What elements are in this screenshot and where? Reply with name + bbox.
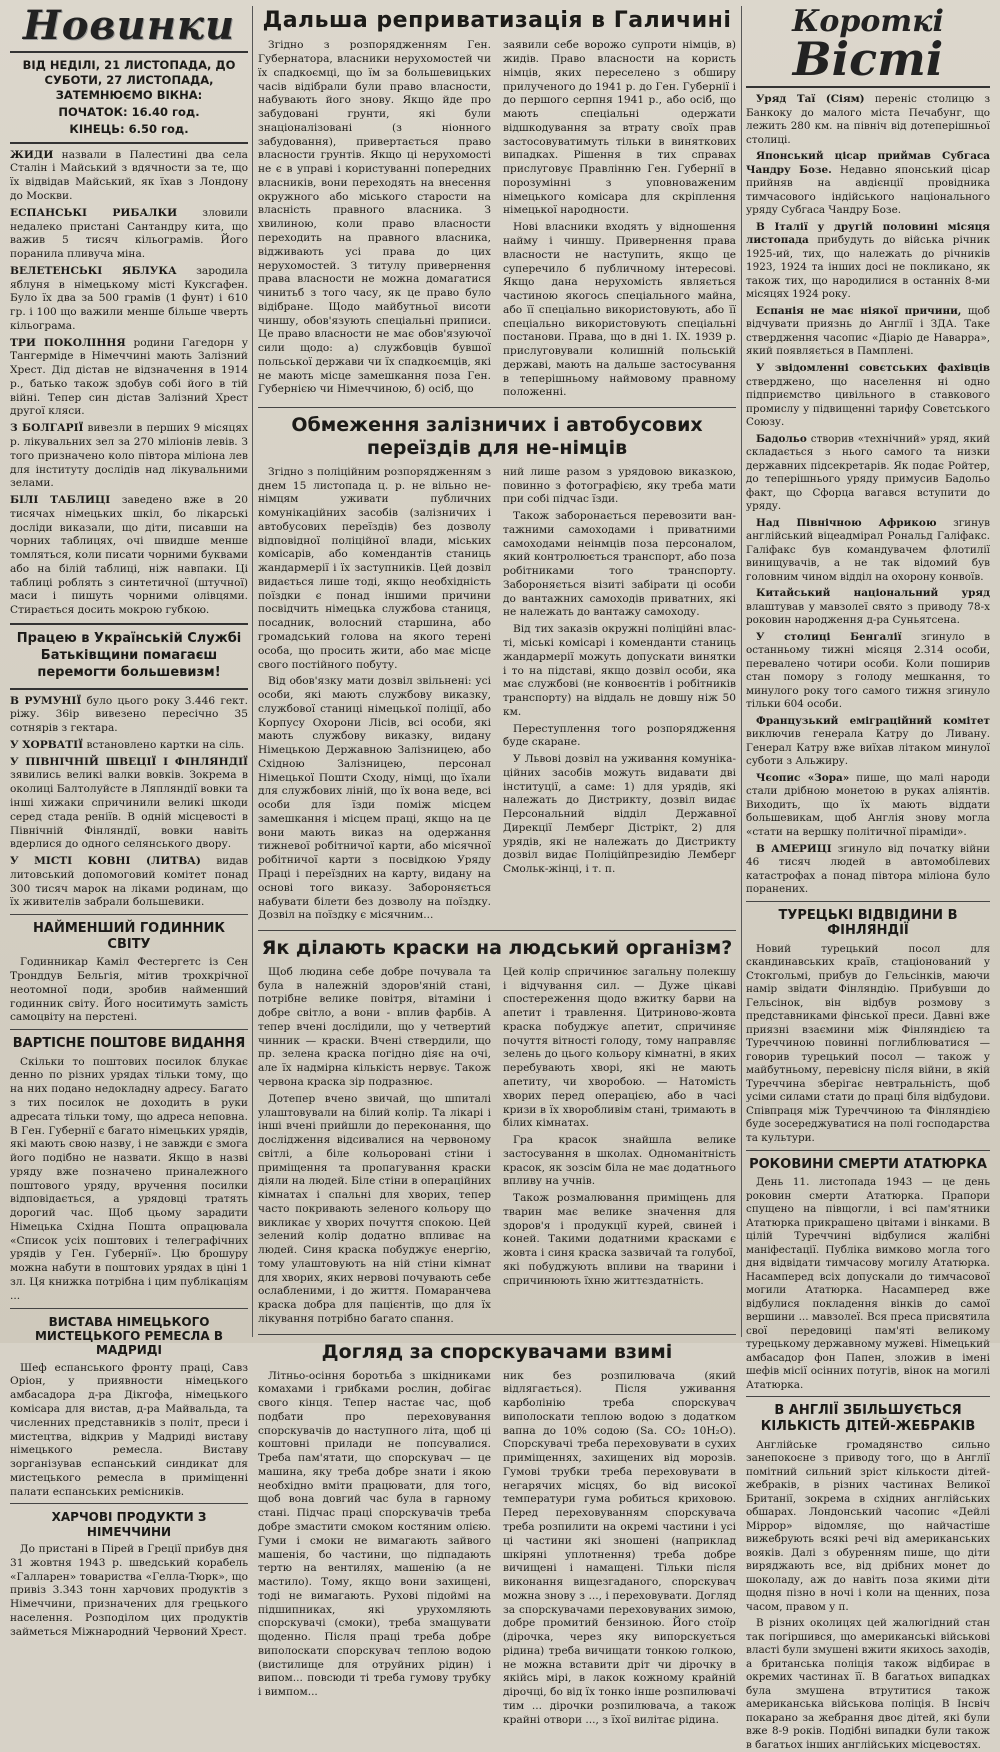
divider — [258, 930, 736, 931]
article-paragraph: Гра красок знайшла велике застосування в школах. Одноманітність красок, як зозсім біла не має додатнього впливу на учнів. — [503, 1134, 736, 1188]
middle-column — [258, 6, 736, 1726]
reprivatization-headline: Дальша реприватизація в Галичині — [262, 8, 732, 33]
article-paragraph: Цей колір спричинює загальну полекшу і відчування сил. — Дуже цікаві спостереження щодо вжитку барви на апетит і травлення. Цитриново-жовта краска побуджує апетит, спричиняє почуття вітності голоду, тому направляє зелень до цього кольору кімнатні, в яких перебувають хворі, які не мають апетиту, чи хворобою. — Натомість хворих перед операцією, або в часі кризи в їх хворобливім стані, тримають в білих кімнатах. — [503, 965, 736, 1130]
masthead-korotki: Короткі — [792, 4, 944, 39]
news-item: Японський цісар приймав Субгаса Чандру Бозе. Недавно японський цісар прийняв на авдієнції провідника тимчасового індійського національного уряду Субгаса Чандру Бозе. — [746, 150, 990, 217]
news-item: Еспанія не має ніякої причини, щоб відчувати приязнь до Англії і ЗДА. Таке ствердження часопис «Діаріо де Наварра», який появляється в Памплені. — [746, 304, 990, 358]
sprayers-article — [258, 1370, 736, 1731]
news-item: В РУМУНІЇ було цього року 3.446 гект. ріжу. 36ір вивезено пересічно 35 сотнярів з гектара. — [10, 694, 248, 735]
article-paragraph: Переступлення того розпорядження буде скаране. — [503, 722, 736, 749]
divider — [258, 407, 736, 408]
divider — [10, 51, 248, 53]
divider — [10, 914, 248, 915]
divider — [10, 142, 248, 144]
reprivatization-article — [258, 39, 736, 403]
news-item: У ХОРВАТІЇ встановлено картки на сіль. — [10, 738, 245, 751]
divider — [746, 86, 990, 88]
news-item: З БОЛГАРІЇ вивезли в перших 9 місяцях р. лікувальних зел за 270 міліонів левів. З того призначено коло півтора міліона лев для інституту дослідів над лікувальними зелами. — [10, 422, 248, 490]
article-paragraph: Від обов'язку мати дозвіл звільнені: усі особи, які мають службову виказку, службової станиці німецької поліції, або Корпусу Охорони Лісів, всі особи, які мають службову виказку, видану Німецькою Державною Залізницею, або Східною Залізницею, персонал Німецької Пошти Сходу, німці, що їхали для службових ліній, що їх вона веде, всі особи для їзди поміж місцем замешкання і місцем праці, якщо на це вони мають виказ на одержання тижневої робітничої карти, або місячної робітничої карти з посвідкою Уряду Праці і переїздних на карту, видану на основі того виказу. Забороняється набувати білети без дозволу на поїздку. Дозвіл на поїздку є місячним... — [258, 675, 491, 922]
column-divider — [741, 6, 742, 1337]
ataturk-article: День 11. листопада 1943 — це день роковин смерти Ататюрка. Прапори спущено на півщогли, і всі пам'ятники Ататюрка прикрашено цвітами і вінками. В цілій Туреччині відбулися жалібні маніфестації. Публіка вимково могла того дня відвідати тимчасову могилу Ататюрка. Насамперед всіх допускали до тимчасової могили Ататюрка. Насамперед вже відбулися покладення вінків до самої вершини ... мавзолеї. Вся преса присвятила свої передовиці пам'яті великому турецькому державному мужеві. Німецький амбасадор фон Папен, зложив в імені шефів місії осінних потугів, вінок на могилі Ататюрка. — [746, 1176, 990, 1391]
news-item: Чєопис «Зора» пише, що малі народи стали дрібною монетою в руках аліянтів. Виходить, що їх мають віддати большевикам, щоб Англія знову могла «стати на вершку політичної піраміди». — [746, 771, 990, 838]
divider — [10, 1503, 248, 1504]
news-item: В АМЕРИЦІ згинуло від початку війни 46 тисяч людей в автомобілевих катастрофах а понад півтора міліона було поранених. — [746, 842, 990, 896]
colors-headline: Як ділають краски на людський організм? — [261, 937, 733, 960]
masthead-visti: Вісті — [792, 31, 944, 86]
news-item: Уряд Таї (Сіям) переніс столицю з Банкоку до малого міста Печабунг, що лежить 280 км. на північ від дотеперішньої столиці. — [746, 93, 990, 146]
turkish-visit-article: Новий турецький посол для скандинавських країв, стаціонований у Стокгольмі, прибув до Гельсінків, маючи намір звідати Фінляндію. Прибувши до Гельсінок, він відбув розмову з представниками фінської преси. Давні вже приязні взаємини між Фінляндією та Туреччиною повинні поглиблюватися — говорив турецький посол — також у майбутньому, перевісну після війни, в якій Туреччина зберігає невтральність, щоб усіми силами стати до праці біля відбудови. Співпраця між Туреччиною та Фінляндією буде зосереджуватися на полі господарства та культури. — [746, 942, 990, 1144]
article-paragraph: Літньо-осіння боротьба з шкідниками комахами і грибками рослин, добігає свого кінця. Тепер настає час, щоб подбати про переховування спорскувачів до наступного літа, щоб ці коштовні прилади не попсувалися. Треба пам'ятати, що спорскувач — це машина, яку треба добре знати і якою необхідно вміти працювати, для того, щоб вона довгий час була в гарному стані. Підчас праці спорскувачів треба добре змастити смоком костяним олією. Гуми і смоки не вимагають зайвого машенія, бо частини, що підпадають тертю на вентилях, машенію (а не мастило). Тому, якщо вони захищені, тоді не вимагають. Рухові підоймі на підшипниках, які урухомляють спорскувачі (смоки), треба змащувати щоденно. Після праці треба добре виполоскати спорскувач теплою водою (вистилище для отруйних рідин) і випом... повсюди ті треба гумову трубку і вимпом... — [258, 1369, 491, 1699]
blackout-end: КІНЕЦЬ: 6.50 год. — [69, 121, 189, 136]
divider — [746, 1396, 990, 1397]
article-paragraph: заявили себе ворожо супроти німців, в) жидів. Право власности на користь німців, яких переселено з обширу прилученого до 1941 р. до Ген. Губернії і до першого серпня 1941 р., або осіб, що мають спеціальні одержати відшкодування за втрату своїх прав застосовуватимуть тільки в виняткових випадках. Рішення в тих справах прислуговує Правлінню Ген. Губернії в порозумінні з уповноваженим німецького комісара для скріплення німецької народности. — [503, 39, 736, 217]
watch-headline: НАЙМЕНШИЙ ГОДИННИК СВІТУ — [33, 921, 225, 952]
divider — [10, 1308, 248, 1309]
divider — [258, 1334, 736, 1335]
article-paragraph: Нові власники входять у відношення найму і чиншу. Привернення права власности не наступить, якщо це суперечило б публичному інтересові. Якщо дана нерухомість являється частиною якогось спеціального майна, або її спеціально використовують, або її спеціально використовують спеціальні постанови. Права, що в дні 1. IX. 1939 р. прислуговували колишній польській державі, мають на дальше застосування в теперішньому наймовому правному положенні. — [503, 221, 736, 399]
divider — [746, 901, 990, 902]
news-item: ТРИ ПОКОЛІННЯ родини Гагедорн у Тангерміде в Німеччині мають Залізний Хрест. Дід дістав не відзначення в 1914 р., батько також здобув собі його в тій війні. Тепер син дістав Залізний Хрест другої кляси. — [10, 336, 248, 418]
article-paragraph: Також розмалювання приміщень для тварин має велике значення для здоров'я і продукції курей, свиней і коней. Такими додатними красками є жовта і синя краска зазвичай та голубої, які побуджують впливи на тварини і спричинюють їхню життєздатність. — [503, 1192, 736, 1287]
news-item: ЕСПАНСЬКІ РИБАЛКИ зловили недалеко пристані Сантандру кита, що важив 5 тисяч кільограмів. Його поранила пливуча міна. — [10, 206, 248, 261]
blackout-text: ВІД НЕДІЛІ, 21 ЛИСТОПАДА, ДО СУБОТИ, 27 ЛИСТОПАДА, ЗАТЕМНЮЄМО ВІКНА: — [22, 58, 236, 102]
news-item: БІЛІ ТАБЛИЦІ заведено вже в 20 тисячах німецьких шкіл, бо лікарські досліди виказали, що діти, писавши на чорних таблицях, очі швидше менше томляться, коли писати чорними буквами або на білій таблиці, ніж навпаки. Ці таблиці роблять з синтетичної (штучної) маси і пишуть чорними олівцями. Стирається досить мокрою губкою. — [10, 494, 248, 617]
news-item: Над Північною Африкою згинув англійський віцеадмірал Рональд Галіфакс. Галіфакс був командувачем флотилії винищувачів, а не так відомий був головним чином відділ на охорону конвоїв. — [746, 516, 990, 583]
news-item: В Італії у другій половині місяця листопада прибудуть до війська річник 1925-ий, тих, що належать до річників 1923, 1924 та інших досі не покликано, як також тих, що народилися в останніх 8-ми місяцях 1924 року. — [746, 220, 990, 301]
sprayers-headline: Догляд за спорскувачами взимі — [321, 1340, 673, 1363]
news-item: Китайський національний уряд влаштував у мавзолеї свято з приводу 78-х роковин народження д-ра Суньятсена. — [746, 587, 990, 627]
article-paragraph: Від тих заказів окружні поліційні власті, міські комісарі і коменданти станиць жандармерії можуть допускати винятки і то на підставі, якщо дозвіл особи, яка має службові (не конвоєнтів і робітників транспорту) на віддаль не довшу ніж 50 км. — [503, 623, 736, 718]
article-paragraph: Згідно з розпорядженням Ген. Губернатора, власники нерухомостей чи їх спадкоємці, що їм за большевицьких часів відібрали були право власности, набувають його знову. Якщо йде про забудовані грунти, які були знаціоналізовані (з ніонного забудовання), привертається право власности грунтів. Якщо ці нерухомості не є в управі і користуванні попередних власників, вони переходять на внесення окружного або міського старости на власність правного власника. З хвилиною, коли право власности переходить на правного власника, відживають усі права до цих нерухомостей. З титулу привернення права власности не можна домагатися чинитьб з того часу, як це право було відібране. Щодо майбутньої висоти чиншу, обов'язують спеціальні приписи. Це право власности не має обов'язуючої сили щодо: а) службовців бувшої польської держави чи їх спадкоємців, які не мають місце замешкання поза Ген. Губернією чи Німеччиною, б) осіб, що — [258, 39, 491, 396]
news-item: ВЕЛЕТЕНСЬКІ ЯБЛУКА зародила яблуня в німецькому місті Куксгафен. Було їх два за 500 грамів (1 фунт) і 610 гр. і 100 що важили менше більше чверть кільограма. — [10, 264, 248, 332]
post-article: Скільки то поштових посилок блукає денно по різних урядах тільки тому, що на них подано недокладну адресу. Багато з тих посилок не доходить в руки адресата тільки тому, що адреса неповна. В Ген. Губернії є багато німецьких урядів, які мають свою назву, і не завжди є змога його подібно не назвати. Якщо в назві уряду вже позначено приналежного поштового уряду, вручення посилки відповідається, а урядовці тратять дорогий час. Щоб цьому зарадити Німецька Східна Пошта опрацювала «Список усіх поштових і телеграфічних урядів у Ген. Губернії». Цю брошуру можна набути в поштових урядах в ціні 1 зл. Ця книжка потрібна і цим публікаціям ... — [10, 1055, 249, 1302]
article-paragraph: ник без розпилювача (який відлягається). Після уживання карболінію треба спорскувач виполоскати теплою водою з додатком вапна до 10% содою (Sa. CO₂ 10H₂O). Спорскувачі треба переховувати в сухих приміщеннях, захищених від морозів. Гумові трубки треба переховувати в негарячих місцях, бо від високої температури гума робиться криховою. Перед переховуванням спорскувача треба розпилити на окремі частини і усі ці частини які зношені (наприклад шкіряні уплотнення) треба добре вичищені і намащені. Тільки після виконання вищезгаданого, спорскувач можна знову з ..., і переховувати. Догляд за спорскувачами переховуваних зимою, добре промитий бензиною. Його стоїр (дірочка, через яку випорскується рідина) треба вичищати тонкою голкою, не можна вставити дріт чи дірочку в якійсь мірі, в лакок кожному крайній дірочці, бо від їх тонко інше розпилювачі тим ... дірочки розпилювача, а також крайні отвори ..., з їхої вилітає рідина. — [503, 1369, 736, 1726]
article-paragraph: Згідно з поліційним розпорядженням з днем 15 листопада ц. р. не вільно не-німцям уживати публичних комунікаційних засобів (залізничих і автобусових переїздів) без дозволу відповідної поліційної влади, міських комісарів, або комендантів станиць жандармерії і їх заступників. Цей дозвіл видається лише тоді, якщо необхідність поїздки є понад іншими причини посвідчить німецька службова станиця, посадник, волосний старшина, або громадський голова на якого терені особа, що просить жити, або має місце свого постійного побуту. — [258, 465, 491, 671]
news-item: У МІСТІ КОВНІ (ЛИТВА) видав литовський допомоговий комітет понад 300 тисяч марок на ліками родинам, що їх живителів забрали большевики. — [10, 855, 249, 909]
divider — [10, 1029, 248, 1030]
news-item: У ПІВНІЧНІЙ ШВЕЦІЇ І ФІНЛЯНДІЇ зявились великі валки вовків. Зокрема в околиці Балтолуйсте в Ляпляндії вовки та інші хижаки спричинили великі шкоди серед стада реніїв. В одній місцевості в Північній Фінляндії, вовки навіть вдерлися до одного селянського двору. — [10, 755, 248, 851]
news-item: У звідомленні совєтських фахівців стверджено, що населення ні одно підприємство цивільного в ставкового промислу у підвищенні тарифу Совєтського Союзу. — [746, 361, 990, 429]
right-column — [746, 4, 991, 1751]
divider — [746, 1150, 990, 1151]
slogan: Працею в Українській Службі Батьківщини помагаєш перемогти большевизм! — [16, 630, 242, 680]
article-paragraph: ний лише разом з урядовою виказкою, повинно з фотографією, яку треба мати при собі підчас їзди. — [503, 465, 736, 506]
exhibition-article: Шеф еспанського фронту праці, Савз Оріон, у приявности німецького амбасадора д-ра Дікгофа, німецького комісара для вистав, д-ра Майвальда, та численних представників з політ, преси і мистецтва, відкрив у Мадриді виставу німецького ремесла. Виставу зорганізував еспанський синдикат для мистецького ремесла в приміщенні палати еспанських ремісників. — [10, 1361, 248, 1498]
news-item: У столиці Бенгалії згинуло в останньому тижні місяця 2.314 особи, перевалено чотири особи. Коли поширив стан помору з голоду мешкання, то минулого року того самого тижня згинуло тільки 604 особи. — [746, 630, 990, 711]
food-headline: ХАРЧОВІ ПРОДУКТИ З НІМЕЧЧИНИ — [51, 1510, 207, 1539]
left-column — [10, 2, 249, 1638]
article-paragraph: Щоб людина себе добре почувала та була в належній здоров'яній стані, потрібне велике повітря, вітаміни і добре світло, а вони - вплив фарбів. А тепер вчені дослідили, що у четвертий чинник — краски. Вчені ствердили, що пр. зелена краска погідно діяє на очі, але їх надмірна кількість нервує. Також червона краска зір подразнює. — [258, 965, 491, 1088]
news-item: Французький еміграційний комітет виключив генерала Катру до Ливану. Генерал Катру вже виїхав літаком минулої суботи з Альжиру. — [746, 714, 990, 768]
post-headline: ВАРТІСНЕ ПОШТОВЕ ВИДАННЯ — [12, 1036, 246, 1052]
divider — [10, 623, 248, 625]
masthead-novynky: Новинки — [22, 2, 236, 49]
watch-article: Годинникар Каміл Фестергетс із Сен Тронддув Бельгія, мітив трохкрічної неотомної поди, зробив найменший годинник світу. Його носитимуть замість самоцвіту на перстені. — [10, 956, 248, 1024]
beggar-children-headline: В АНГЛІЇ ЗБІЛЬШУЄТЬСЯ КІЛЬКІСТЬ ДІТЕЙ-ЖЕБРАКІВ — [760, 1403, 976, 1434]
ataturk-headline: РОКОВИНИ СМЕРТИ АТАТЮРКА — [749, 1156, 987, 1172]
travel-limits-article — [258, 466, 736, 926]
divider — [10, 688, 248, 690]
exhibition-headline: ВИСТАВА НІМЕЦЬКОГО МИСТЕЦЬКОГО РЕМЕСЛА В МАДРИДІ — [34, 1314, 223, 1358]
beggar-children-article: В різних околицях цей жалюгідний стан так погіршився, що американські військові власті були змушені вжити якихось заходів, а британська поліція також відбирає в окремих частинах її. В багатьох випадках була змушена втрутитися також американська військова поліція. В Інсвіч покарано за жебрання двоє дітей, які були вже 8-9 років. Подібні випадки були також в багатьох інших англійських місцевостях. — [746, 1617, 990, 1751]
news-item: Бадольо створив «технічний» уряд, який складається з нього самого та низки державних підсекретарів. Як подає Ройтер, до теперішнього уряду примусив Бадольо факт, що Сфорца вагався вступити до уряду. — [746, 432, 991, 513]
article-paragraph: Також заборонається перевозити вантажними самоходами і приватними самоходами неінмців поза персоналом, який контролюється транспорт, або поза робітниками того транспорту. Забороняється візиті забірати ці особи до вантажних самоходів приватних, які не належать до вантажу самоходу. — [503, 510, 736, 619]
colors-article — [258, 966, 736, 1330]
food-article: До пристані в Пірей в Греції прибув дня 31 жовтня 1943 р. шведський корабель «Галларен» товариства «Гелла-Тюрк», що привіз 3.343 тонн харчових продуктів з Німеччини, призначених для грецького населення. Розподілом цих продуктів займеться Міжнародний Червоний Хрест. — [10, 1543, 248, 1638]
column-divider — [252, 6, 253, 1337]
beggar-children-article: Англійське громадянство сильно занепокоєне з приводу того, що в Англії помітний сильний зріст кількости дітей-жебраків, в різних частинах Великої Британії, зокрема в східних англійських обшарах. Лондонський часопис «Дейлі Міррор» відомляє, що найчастіше вижебрують всякі речі від американських вояків. Далі з обуренням пише, що діти виряджають все, від дрібних монет до шоколаду, аж до навіть поза якими діти щодня пізно в ночі і коли на щенних, поза часом, правом у п. — [746, 1438, 990, 1613]
article-paragraph: Дотепер вчено звичай, що шпиталі улаштовували на білий колір. Та лікарі і інші вчені прийшли до переконання, що дослідження відсивалися на червоному світлі, а біле кольоровані стіни і приміщення та пропагування краски діяли на людей. Біле стіни в операційних кімнатах і спальні для хворих, тепер часто покривають зеленого кольору що викликає у хворих почуття спокою. Цей зелений колір додатно впливає на людей. Синя краска побуджує енергію, тому улаштовують на ній стіни кімнат для хворих, яких нервові почувають себе ослабленими, і до життя. Помаранчева краска добра для пацієнтів, що для їх лікування потрібно багато спання. — [258, 1092, 491, 1325]
travel-limits-headline: Обмеження залізничих і автобусових переїздів для не-німців — [291, 414, 703, 459]
news-item: ЖИДИ назвали в Палестині два села Сталін і Майський з вдячности за те, що їх відвідав Майський, як їхав з Лондону до Москви. — [10, 148, 248, 202]
blackout-start: ПОЧАТОК: 16.40 год. — [58, 104, 200, 119]
turkish-visit-headline: ТУРЕЦЬКІ ВІДВІДИНИ В ФІНЛЯНДІЇ — [778, 907, 958, 939]
article-paragraph: У Львові дозвіл на уживання комунікаційних засобів можуть видавати дві інституції, а саме: 1) для урядів, які належать до Дистрикту, дозвіл видає Персональний відділ Державної Дирекції Лемберг Дістрікт, 2) для урядів, які не належать до Дистрикту дозвіл видає Поліційпрезидію Лемберг Смольк-жінці, і т. п. — [503, 753, 736, 876]
blackout-notice — [10, 58, 248, 137]
